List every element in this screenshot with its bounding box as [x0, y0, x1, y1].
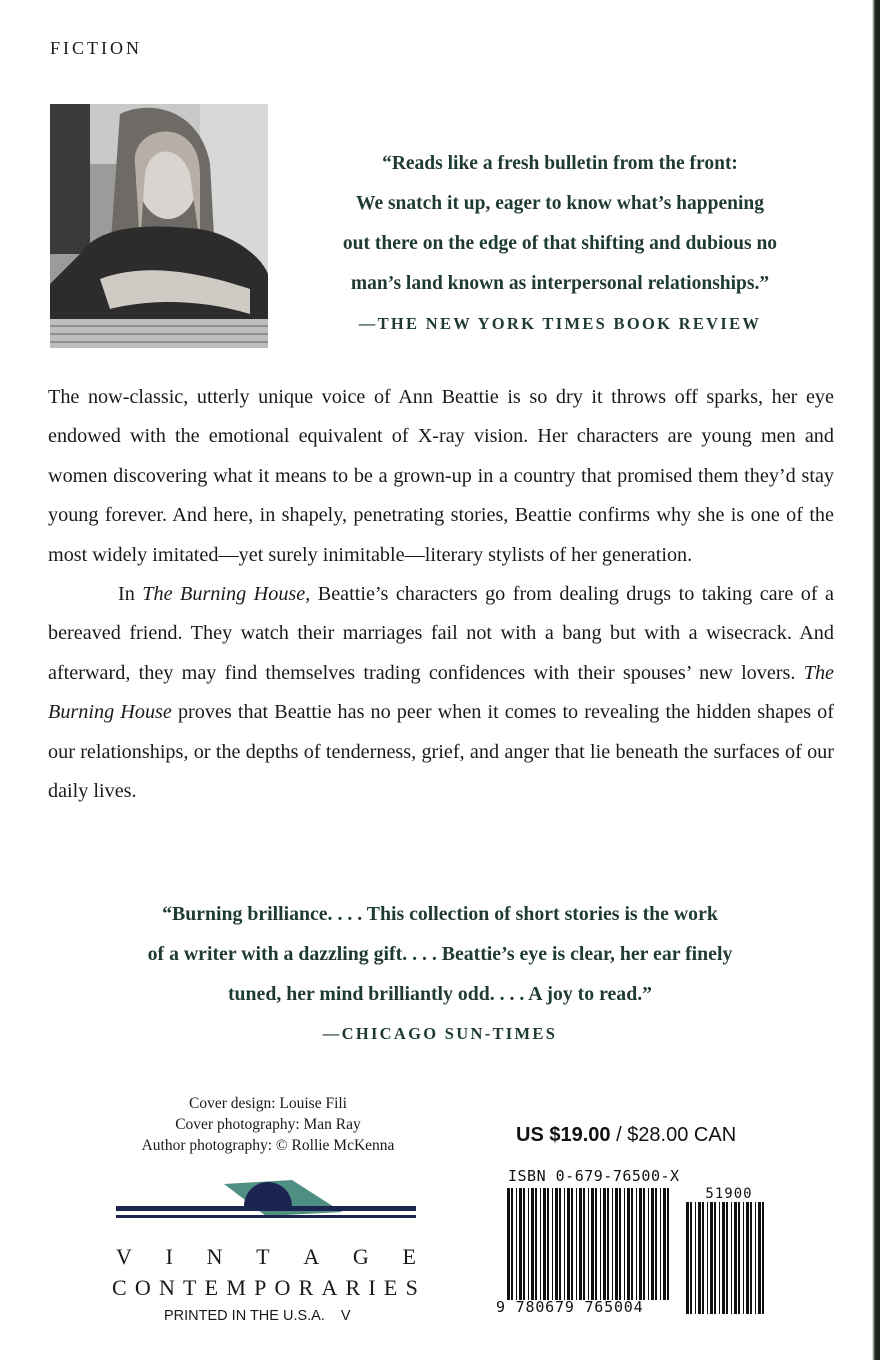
- barcode-bar: [519, 1188, 522, 1300]
- barcode-bar: [636, 1188, 637, 1300]
- printed-code: V: [340, 1308, 351, 1324]
- barcode-bar: [698, 1202, 701, 1314]
- printed-in: PRINTED IN THE U.S.A. V: [164, 1308, 351, 1324]
- top-quote-line: out there on the edge of that shifting and dubious no: [342, 233, 778, 254]
- barcode-bar: [758, 1202, 761, 1314]
- barcode-bar: [583, 1188, 585, 1300]
- ean-number: 9 780679 765004: [496, 1298, 644, 1316]
- barcode-bar: [528, 1188, 529, 1300]
- barcode-bar: [667, 1188, 669, 1300]
- barcode-price-code: 51900: [705, 1186, 753, 1202]
- isbn: ISBN 0-679-76500-X: [508, 1167, 680, 1185]
- barcode-bar: [567, 1188, 570, 1300]
- credit-line: Cover photography: Man Ray: [175, 1116, 361, 1133]
- barcode-bar: [734, 1202, 737, 1314]
- barcode-bar: [595, 1188, 597, 1300]
- barcode-bar: [631, 1188, 633, 1300]
- barcode-bar: [663, 1188, 666, 1300]
- barcode-bar: [714, 1202, 716, 1314]
- top-quote-line: “Reads like a fresh bulletin from the front:: [382, 153, 738, 174]
- barcode-bar: [695, 1202, 696, 1314]
- barcode-bar: [547, 1188, 549, 1300]
- price-can: $28.00 CAN: [627, 1124, 737, 1146]
- barcode-bar: [619, 1188, 621, 1300]
- barcode-bar: [516, 1188, 517, 1300]
- bottom-quote-line: tuned, her mind brilliantly odd. . . . A joy to read.”: [227, 983, 653, 1005]
- bottom-quote-line: of a writer with a dazzling gift. . . . Beattie’s eye is clear, her ear finely: [147, 943, 733, 965]
- barcode-bar: [686, 1202, 689, 1314]
- imprint-contemporaries: C O N T E M P O R A R I E S: [112, 1275, 418, 1300]
- barcode-bar: [579, 1188, 582, 1300]
- barcode-bar: [755, 1202, 756, 1314]
- barcode-bar: [559, 1188, 561, 1300]
- barcode-bar: [615, 1188, 618, 1300]
- cover-credits: [108, 1093, 428, 1156]
- barcode-bar: [507, 1188, 510, 1300]
- barcode-bar: [588, 1188, 589, 1300]
- barcode-bar: [576, 1188, 577, 1300]
- top-quote: [282, 144, 838, 344]
- barcode-bar: [624, 1188, 625, 1300]
- barcode-bar: [651, 1188, 654, 1300]
- barcode-bar: [555, 1188, 558, 1300]
- book-title: The Burning House: [48, 661, 834, 724]
- barcode-bar: [531, 1188, 534, 1300]
- barcode-bar: [523, 1188, 525, 1300]
- description-paragraph-1: The now-classic, utterly unique voice of Ann Beattie is so dry it throws off sparks, her eye endowed with the emotional equivalent of X-ray vision. Her characters are young men and women discovering what it means to be a grown-up in a country that promised them they’d stay young forever. And here, in shapely, penetrating stories, Beattie confirms why she is one of the most widely imitated—yet surely inimitable—literary stylists of her generation.: [48, 386, 834, 566]
- barcode-bar: [660, 1188, 661, 1300]
- credit-line: Cover design: Louise Fili: [188, 1095, 347, 1112]
- credit-line: Author photography: © Rollie McKenna: [141, 1137, 395, 1154]
- imprint-vintage: V I N T A G E: [116, 1244, 416, 1269]
- top-quote-line: We snatch it up, eager to know what’s happening: [356, 193, 764, 214]
- vintage-logo-icon: [116, 1170, 416, 1230]
- barcode-main: [507, 1188, 672, 1300]
- book-title: The Burning House: [142, 583, 306, 606]
- bottom-quote: [60, 894, 820, 1054]
- barcode-bar: [627, 1188, 630, 1300]
- barcode-bar: [607, 1188, 609, 1300]
- barcode-bar: [750, 1202, 752, 1314]
- bottom-quote-source: —CHICAGO SUN-TIMES: [322, 1024, 558, 1043]
- barcode-bar: [719, 1202, 720, 1314]
- author-photo: [50, 104, 268, 348]
- barcode-bar: [722, 1202, 725, 1314]
- bottom-quote-line: “Burning brilliance. . . . This collection of short stories is the work: [162, 903, 718, 925]
- price: US $19.00 / $28.00 CAN: [516, 1124, 737, 1146]
- barcode-bar: [762, 1202, 764, 1314]
- barcode-addon: [686, 1202, 766, 1314]
- barcode-bar: [743, 1202, 744, 1314]
- barcode-bar: [702, 1202, 704, 1314]
- barcode-bar: [552, 1188, 553, 1300]
- barcode-bar: [571, 1188, 573, 1300]
- barcode-bar: [690, 1202, 692, 1314]
- barcode-bar: [600, 1188, 601, 1300]
- barcode-bar: [710, 1202, 713, 1314]
- barcode-bar: [535, 1188, 537, 1300]
- barcode-bar: [746, 1202, 749, 1314]
- top-quote-line: man’s land known as interpersonal relationships.”: [350, 273, 770, 294]
- barcode-bar: [731, 1202, 732, 1314]
- barcode-bar: [655, 1188, 657, 1300]
- genre-label: FICTION: [50, 38, 142, 58]
- barcode-bar: [540, 1188, 541, 1300]
- top-quote-source: —THE NEW YORK TIMES BOOK REVIEW: [358, 314, 762, 333]
- price-us: US $19.00: [516, 1124, 611, 1146]
- barcode-bar: [648, 1188, 649, 1300]
- book-description: [48, 378, 834, 811]
- barcode-bar: [738, 1202, 740, 1314]
- barcode-bar: [643, 1188, 645, 1300]
- barcode-bar: [639, 1188, 642, 1300]
- barcode-bar: [726, 1202, 728, 1314]
- barcode-bar: [564, 1188, 565, 1300]
- barcode-bar: [612, 1188, 613, 1300]
- barcode-bar: [543, 1188, 546, 1300]
- barcode-bar: [511, 1188, 513, 1300]
- barcode-bar: [603, 1188, 606, 1300]
- barcode-bar: [591, 1188, 594, 1300]
- description-paragraph-2: In The Burning House, Beattie’s characters go from dealing drugs to taking care of a bereaved friend. They watch their marriages fail not with a bang but with a wisecrack. And afterward, they may find themselves trading confidences with their spouses’ new lovers. The Burning House proves that Beattie has no peer when it comes to revealing the hidden shapes of our relationships, or the depths of tenderness, grief, and anger that lie beneath the surfaces of our daily lives.: [48, 583, 834, 803]
- barcode-bar: [707, 1202, 708, 1314]
- spine-edge: [872, 0, 880, 1360]
